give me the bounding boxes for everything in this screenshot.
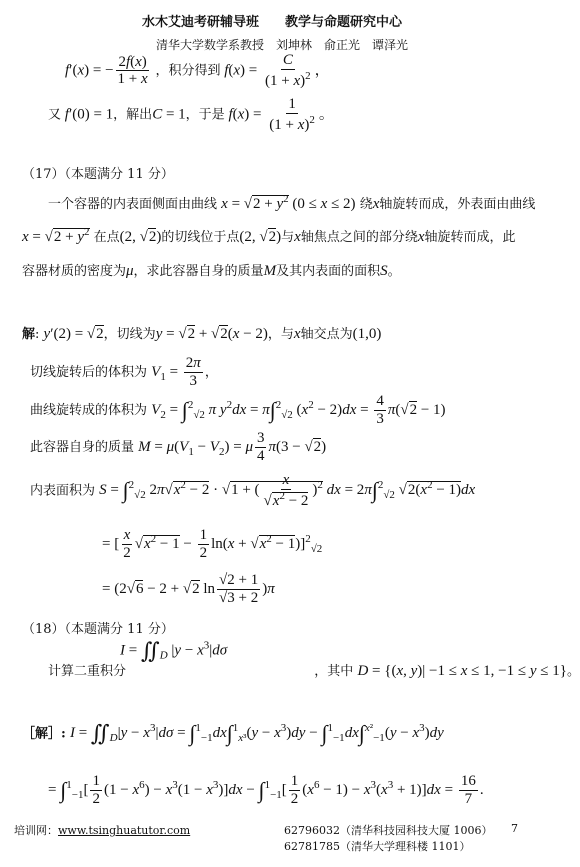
footer-url-link[interactable]: www.tsinghuatutor.com bbox=[58, 824, 191, 837]
intro-formula-1: f′(x) = − $\frac{2f(x)}{1 + x}$ ，积分得到 f(x) = $\frac{C}{(1 + x)^2}$ ， bbox=[65, 52, 330, 89]
problem-18-task: 计算二重积分 ，其中 D = {(x, y)| −1 ≤ x ≤ 1, −1 ≤ y ≤ 1}。 bbox=[48, 663, 580, 679]
problem-17-line-1: 一个容器的内表面侧面由曲线 $x = √2 + y^2$ (0 ≤ x ≤ 2) 绕x轴旋转而成，外表面由曲线 bbox=[48, 193, 536, 212]
footer-phone-1: 62796032（清华科技园科技大厦 1006） bbox=[284, 824, 493, 837]
solution-17-volume-2: 曲线旋转成的体积为 $V_2 = \int^2_{√2}$ π $y^2dx = \pi\int^2_{√2}$ $(x^2 - 2)dx$ = $\frac{4}{3}$ π(√2 − 1) bbox=[30, 393, 446, 427]
footer-phone-2: 62781785（清华大学理科楼 1101） bbox=[284, 840, 471, 853]
problem-17-label: （17）（本题满分 11 分） bbox=[22, 167, 174, 182]
header-title: 水木艾迪考研辅导班 教学与命题研究中心 bbox=[142, 15, 403, 30]
page-number: 7 bbox=[511, 822, 518, 835]
problem-17-line-2: $x = √2 + y^2$ 在点(2, √2)的切线位于点(2, √2)与x轴焦点之间的部分绕x轴旋转而成，此 bbox=[22, 226, 516, 245]
intro-conn: ，积分得到 bbox=[155, 62, 221, 78]
header-authors: 清华大学数学系教授 刘坤林 俞正光 谭泽光 bbox=[156, 38, 409, 52]
solution-17-area: 内表面积为 S = ∫$^2_{√2}$ $2\pi√x^2 - 2 \cdot √1$ + ( $\frac{x}{√x^2 - 2}$ )$^2$ dx = 2π∫$^2_{√2}$ $√2(x^2 - 1)dx$ bbox=[30, 472, 476, 509]
solution-18-line-2: = ∫$^1_{-1}$[ $\frac{1}{2}$ $(1 - x^6) - x^3(1 - x^3)]dx - \int^1_{-1}$[ $\frac{1}{2}$ $(x^6 - 1) - x^3(x^3 + 1)]dx$ = $\frac{16}{7}$ . bbox=[48, 773, 484, 807]
solution-18-line-1: ［解］: $I = ∬_D|y - x^3|d\sigma = \int^1_{-1}dx\int^1_{x^3}(y - x^3)dy - \int^1_{-1}dx\int^{x^2}_{-1}(y - x^3)dy$ bbox=[22, 721, 444, 746]
solution-17-volume-1: 切线旋转后的体积为 $V_1$ = $\frac{2\pi}{3}$ ， bbox=[30, 355, 218, 389]
footer-website: 培训网：www.tsinghuatutor.com bbox=[14, 824, 191, 837]
solution-17-line-1: 解: y′(2) = √2，切线为y = √2 + √2(x − 2)，与x轴交点为(1,0) bbox=[22, 326, 382, 342]
intro-formula-2: 又 f′(0) = 1，解出C = 1，于是 f(x) = $\frac{1}{(1 + x)^2}$ 。 bbox=[48, 96, 334, 133]
problem-18-label: （18）（本题满分 11 分） bbox=[22, 622, 174, 637]
solution-17-mass: 此容器自身的质量 $M = \mu(V_1 - V_2) = \mu$ $\frac{3}{4}$ π(3 − √2) bbox=[30, 430, 327, 464]
solution-17-area-step-2: = [ $\frac{x}{2}$ $√x^2 - 1$ − $\frac{1}{2}$ $\ln(x + √x^2 - 1)]^2_{√2}$ bbox=[102, 527, 323, 561]
solution-17-area-result: = (2√6 − 2 + √2 ln $\frac{√2 + 1}{√3 + 2}$ )π bbox=[102, 572, 275, 606]
problem-17-line-3: 容器材质的密度为μ，求此容器自身的质量M及其内表面的面积S。 bbox=[22, 263, 401, 279]
problem-18-integral: $I = ∬_D$ $|y - x^3|d\sigma$ bbox=[120, 638, 228, 663]
